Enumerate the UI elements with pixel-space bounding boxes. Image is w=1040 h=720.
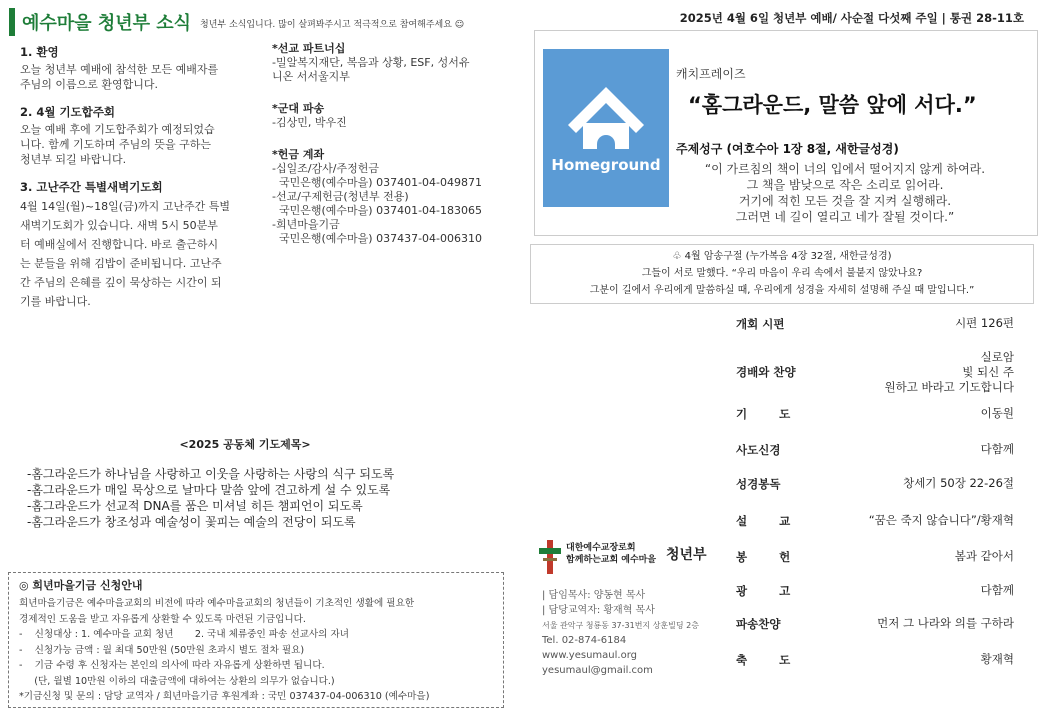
order-value: 봄과 같아서 [954,549,1014,563]
church-contact-info [542,588,699,678]
verse-line: “이 가르침의 책이 너의 입에서 떨어지지 않게 하여라. [704,162,986,176]
theme-verse-title: 주제성구 (여호수아 1장 8절, 새한글성경) [676,142,899,156]
fund-line: *기금신청 및 문의 : 담당 교역자 / 희년마을기금 후원계좌 : 국민 037437-04-006310 (예수마을) [19,691,430,702]
memory-verse-title: ♧ 4월 암송구절 (누가복음 4장 32절, 새한글성경) [672,251,892,262]
song-title: 빛 되신 주 [962,365,1014,379]
church-tel: Tel. 02-874-6184 [542,635,627,646]
header-accent-bar [9,8,15,36]
order-value: 다함께 [980,442,1014,456]
info-line: -선교/구제헌금(청년부 전용) [272,190,409,203]
mission-partners [272,40,502,84]
catchphrase-label: 캐치프레이즈 [676,67,746,81]
song-title: 원하고 바라고 기도합니다 [884,380,1014,394]
prayer-topic: -홈그라운드가 매일 묵상으로 날마다 말씀 앞에 견고하게 설 수 있도록 [27,483,391,497]
order-value: 시편 126편 [955,316,1014,330]
military-dispatch [272,100,502,130]
prayer-topic: -홈그라운드가 창조성과 예술성이 꽃피는 예술의 전당이 되도록 [27,515,356,529]
newsletter-subtitle: 청년부 소식입니다. 많이 살펴봐주시고 적극적으로 참여해주세요 ☺ [200,20,465,30]
memory-verse-line: 그분이 길에서 우리에게 말씀하실 때, 우리에게 성경을 자세히 설명해 주실 때 말입니다.” [589,285,975,296]
news-line: 터 예배실에서 진행합니다. 바로 출근하시 [20,238,219,251]
news-title: 1. 환영 [20,45,59,59]
news-line: 는 분들을 위해 김밥이 준비됩니다. 고난주 [20,257,222,270]
church-logo [538,540,718,577]
order-item: 봉 헌 [736,550,791,564]
order-item: 광 고 [736,584,791,598]
verse-line: 그 책을 밤낮으로 작은 소리로 읽어라. [746,178,944,192]
fund-line: - 신청대상 : 1. 예수마을 교회 청년 2. 국내 체류중인 파송 선교사의 자녀 [19,629,349,640]
news-title: 3. 고난주간 특별새벽기도회 [20,180,163,194]
order-item: 축 도 [736,653,791,667]
info-line: -십일조/감사/주정헌금 [272,162,380,175]
catchphrase-card [534,30,1038,236]
issue-date-line: 2025년 4월 6일 청년부 예배/ 사순절 다섯째 주일 | 통권 28-11호 [679,11,1024,25]
memory-verse-line: 그들이 서로 말했다. “우리 마음이 우리 속에서 불붙지 않았나요? [641,268,923,279]
order-item: 설 교 [736,514,791,528]
order-value: 다함께 [980,583,1014,597]
fund-line: - 신청가능 금액 : 월 최대 50만원 (50만원 초과시 별도 절차 필요) [19,644,305,656]
youth-minister: | 담당교역자: 황재혁 목사 [542,605,655,616]
news-line: 청년부 되길 바랍니다. [20,153,127,166]
news-line: 4월 14일(월)~18일(금)까지 고난주간 특별 [20,200,231,213]
news-line: 기를 바랍니다. [20,295,91,308]
order-value: 창세기 50장 22-26절 [903,476,1014,490]
house-icon [543,49,669,149]
song-title: 실로암 [980,350,1014,364]
church-name [566,542,656,566]
account-number: 국민은행(예수마을) 037401-04-183065 [272,204,482,217]
news-line: 주님의 이름으로 환영합니다. [20,78,159,91]
info-line: -밀알복지재단, 복음과 상황, ESF, 성서유 [272,56,470,69]
account-number: 국민은행(예수마을) 037437-04-006310 [272,232,482,245]
offering-accounts-title: *헌금 계좌 [272,148,325,161]
church-name-line: 대한예수교장로회 [566,543,636,553]
order-value: 황재혁 [980,652,1014,666]
catchphrase-main: “홈그라운드, 말씀 앞에 서다.” [688,93,977,117]
department-name: 청년부 [666,547,707,563]
news-line: 오늘 청년부 예배에 참석한 모든 예배자를 [20,63,219,76]
church-name-line: 함께하는교회 예수마을 [566,555,657,565]
news-line: 오늘 예배 후에 기도합주회가 예정되었습 [20,123,215,136]
senior-pastor: | 담임목사: 양동현 목사 [542,590,646,601]
order-item: 사도신경 [736,443,781,457]
order-item: 기 도 [736,407,791,421]
church-email: yesumaul@gmail.com [542,665,653,676]
offering-accounts [272,146,502,246]
news-title: 2. 4월 기도합주회 [20,105,116,119]
order-item: 파송찬양 [736,617,781,631]
order-value: “꿈은 죽지 않습니다”/황재혁 [868,513,1014,527]
news-item-prayer-meeting [20,104,248,167]
order-value: 이동원 [980,406,1014,420]
church-address: 서울 관악구 청룡동 37-31번지 상훈빌딩 2층 [542,621,699,630]
news-line: 새벽기도회가 있습니다. 새벽 5시 50분부 [20,219,218,232]
fund-line: - 기금 수령 후 신청자는 본인의 의사에 따라 자유롭게 상환하면 됩니다. [19,660,325,671]
news-line: 니다. 함께 기도하며 주님의 뜻을 구하는 [20,138,211,151]
mission-partners-title: *선교 파트너십 [272,42,346,55]
info-line: -희년마을기금 [272,218,340,231]
newsletter-title: 예수마을 청년부 소식 [22,13,192,34]
info-line: -김상민, 박우진 [272,116,347,129]
theme-verse-text [685,161,1005,225]
prayer-topics-list [27,466,394,530]
jubilee-fund-title: ◎ 희년마을기금 신청안내 [19,579,143,592]
logo-text: Homeground [551,156,661,174]
fund-line: 희년마을기금은 예수마을교회의 비전에 따라 예수마을교회의 청년들이 기초적인 생활에 필요한 [19,598,415,609]
verse-line: 그러면 네 길이 열리고 네가 잘될 것이다.” [735,210,955,224]
order-item: 성경봉독 [736,477,781,491]
cross-icon [538,540,562,574]
memory-verse-box [530,244,1034,304]
fund-line: (단, 월별 10만원 이하의 대출금액에 대하여는 상환의 의무가 없습니다.) [19,675,335,687]
prayer-topic: -홈그라운드가 선교적 DNA를 품은 미셔널 히든 챔피언이 되도록 [27,499,363,513]
news-item-welcome [20,44,248,92]
prayer-topic: -홈그라운드가 하나님을 사랑하고 이웃을 사랑하는 사랑의 식구 되도록 [27,467,395,481]
order-item: 경배와 찬양 [736,365,796,379]
order-value: 먼저 그 나라와 의를 구하라 [877,616,1014,630]
verse-line: 거기에 적힌 모든 것을 잘 지켜 실행해라. [738,194,952,208]
account-number: 국민은행(예수마을) 037401-04-049871 [272,176,482,189]
fund-line: 경제적인 도움을 받고 자유롭게 상환할 수 있도록 마련된 기금입니다. [19,613,306,625]
info-column [272,40,502,262]
news-column [20,44,248,323]
prayer-topics-title: <2025 공동체 기도제목> [179,438,311,451]
order-value [884,350,1014,395]
news-item-dawn-prayer [20,179,248,311]
info-line: 니온 서서울지부 [272,70,350,83]
military-dispatch-title: *군대 파송 [272,102,325,115]
order-item: 개회 시편 [736,317,785,331]
jubilee-fund-box [8,572,504,708]
church-website: www.yesumaul.org [542,650,637,661]
homeground-logo [543,49,669,207]
news-line: 간 주님의 은혜를 깊이 묵상하는 시간이 되 [20,276,222,289]
